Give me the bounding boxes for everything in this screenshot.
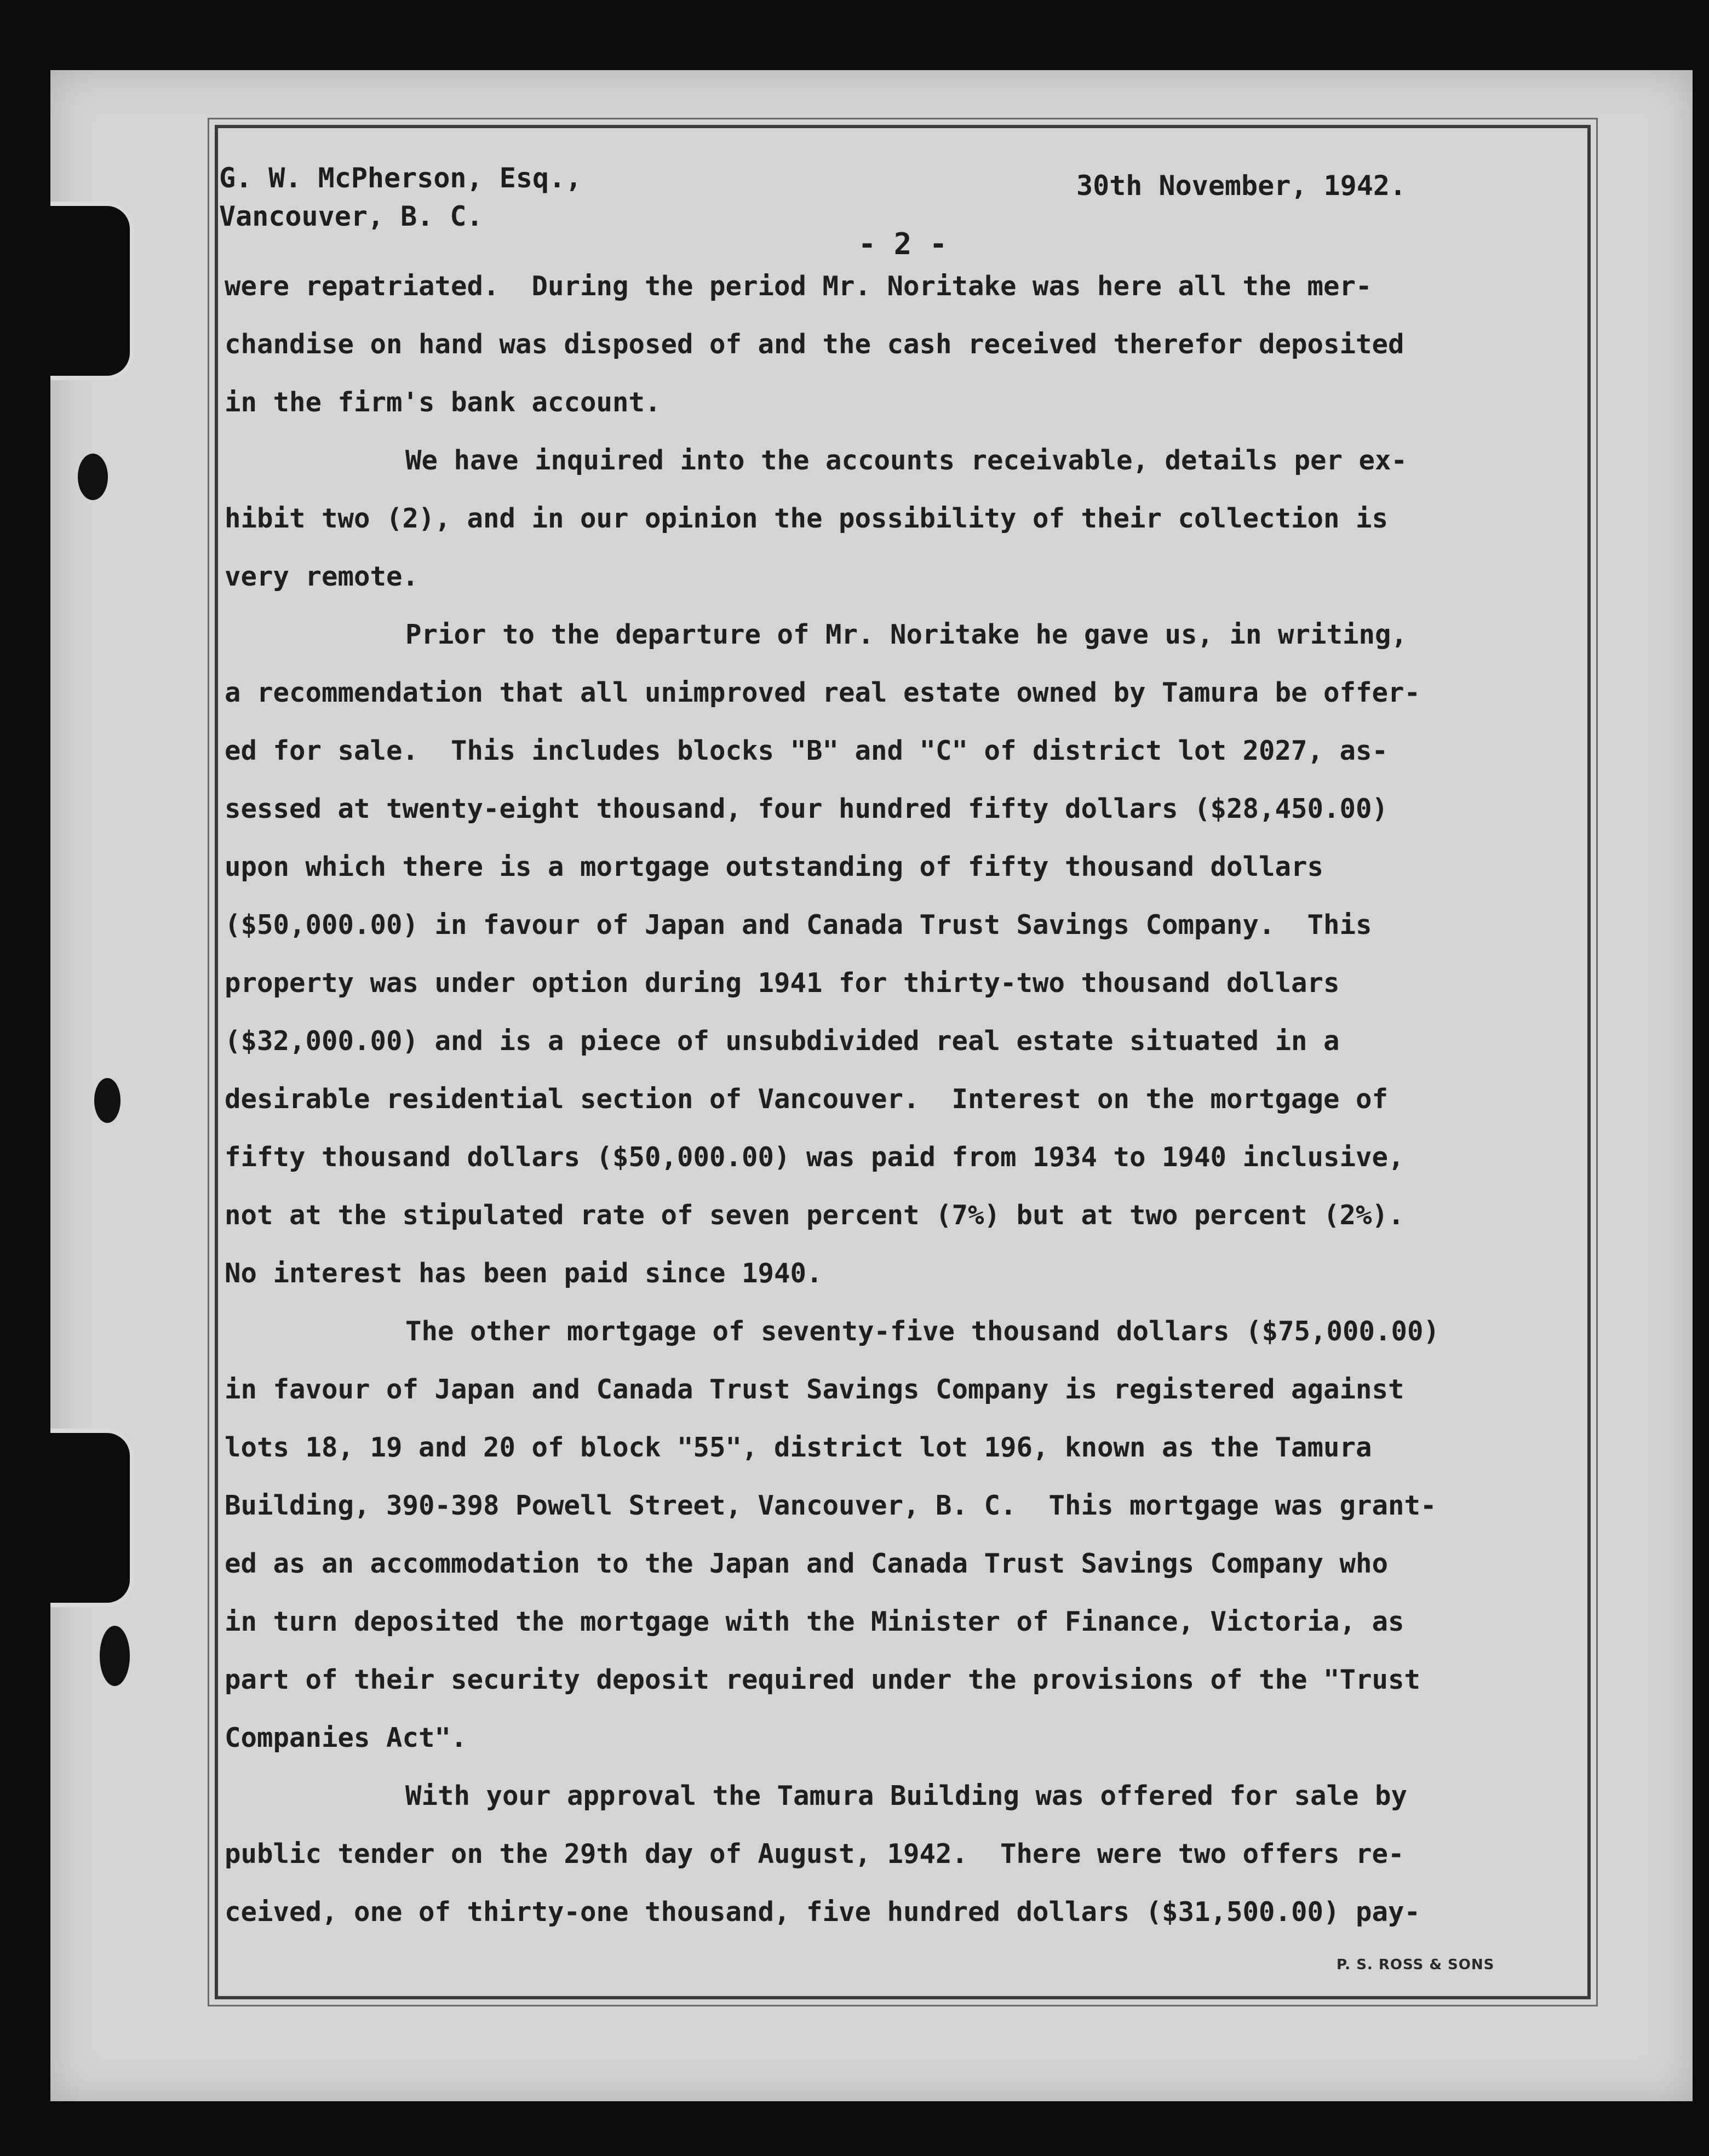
body-line: sessed at twenty-eight thousand, four hundred fifty dollars ($28,450.00) xyxy=(225,793,1389,824)
body-line: ed as an accommodation to the Japan and Canada Trust Savings Company who xyxy=(225,1548,1389,1579)
body-line: part of their security deposit required under the provisions of the "Trust xyxy=(225,1664,1421,1695)
body-line: ed for sale. This includes blocks "B" and "C" of district lot 2027, as- xyxy=(225,735,1389,766)
body-line: ($50,000.00) in favour of Japan and Canada Trust Savings Company. This xyxy=(225,909,1372,941)
body-line: very remote. xyxy=(225,561,419,592)
body-line: a recommendation that all unimproved real estate owned by Tamura be offer- xyxy=(225,677,1421,708)
body-line: Building, 390-398 Powell Street, Vancouver, B. C. This mortgage was grant- xyxy=(225,1490,1437,1521)
ink-spot xyxy=(94,1078,121,1123)
body-line: ($32,000.00) and is a piece of unsubdivided real estate situated in a xyxy=(225,1025,1340,1057)
binder-hole-bottom xyxy=(50,1429,134,1607)
body-line: in the firm's bank account. xyxy=(225,387,661,418)
body-line: hibit two (2), and in our opinion the possibility of their collection is xyxy=(225,503,1389,534)
paragraph-start: The other mortgage of seventy-five thousand dollars ($75,000.00) xyxy=(405,1316,1440,1347)
body-line: in favour of Japan and Canada Trust Savings Company is registered against xyxy=(225,1374,1404,1405)
body-line: upon which there is a mortgage outstanding of fifty thousand dollars xyxy=(225,851,1324,882)
addressee-name: G. W. McPherson, Esq., xyxy=(219,162,582,194)
body-line: not at the stipulated rate of seven percent (7%) but at two percent (2%). xyxy=(225,1200,1404,1231)
body-line: property was under option during 1941 for thirty-two thousand dollars xyxy=(225,967,1340,999)
body-line: chandise on hand was disposed of and the cash received therefor deposited xyxy=(225,329,1404,360)
printer-imprint: P. S. ROSS & SONS xyxy=(1337,1957,1495,1973)
body-line: in turn deposited the mortgage with the Minister of Finance, Victoria, as xyxy=(225,1606,1404,1637)
body-line: public tender on the 29th day of August, 1942. There were two offers re- xyxy=(225,1838,1404,1870)
ink-spot xyxy=(100,1626,130,1686)
letter-body xyxy=(225,257,1506,1941)
body-line: Companies Act". xyxy=(225,1722,467,1753)
addressee-block xyxy=(219,159,582,236)
paragraph-start: We have inquired into the accounts receivable, details per ex- xyxy=(405,445,1408,476)
letter-date: 30th November, 1942. xyxy=(1076,170,1407,202)
page-number: - 2 - xyxy=(858,227,948,261)
binder-hole-top xyxy=(50,202,134,380)
body-line: fifty thousand dollars ($50,000.00) was paid from 1934 to 1940 inclusive, xyxy=(225,1142,1404,1173)
ink-spot xyxy=(78,454,108,500)
body-line: No interest has been paid since 1940. xyxy=(225,1258,823,1289)
body-line: lots 18, 19 and 20 of block "55", district lot 196, known as the Tamura xyxy=(225,1432,1372,1463)
addressee-city: Vancouver, B. C. xyxy=(219,200,483,232)
paragraph-start: With your approval the Tamura Building was offered for sale by xyxy=(405,1780,1408,1811)
paragraph-start: Prior to the departure of Mr. Noritake he gave us, in writing, xyxy=(405,619,1408,650)
body-line: were repatriated. During the period Mr. Noritake was here all the mer- xyxy=(225,271,1372,302)
body-line: desirable residential section of Vancouver. Interest on the mortgage of xyxy=(225,1083,1389,1115)
body-line: ceived, one of thirty-one thousand, five hundred dollars ($31,500.00) pay- xyxy=(225,1896,1421,1928)
